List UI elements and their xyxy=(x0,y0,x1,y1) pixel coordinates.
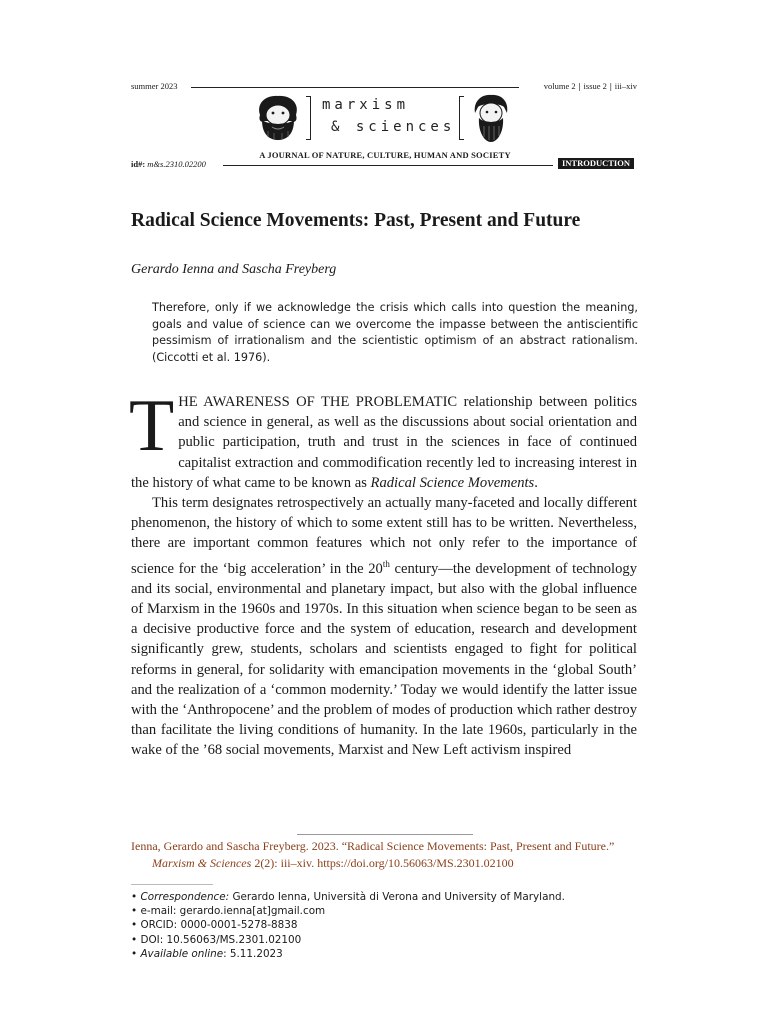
journal-name-line2: & sciences xyxy=(331,119,456,135)
paragraph-1-text: relationship between politics and science in general, as well as the discussions about social orientation and public participation, truth and trust in the sciences in face of continued capitalist extraction and commodification recently led to increasing interest in the history of what came to be known as xyxy=(131,394,638,491)
section-badge: INTRODUCTION xyxy=(558,158,634,169)
bullet: • xyxy=(131,919,138,932)
footnote-available xyxy=(131,947,565,961)
header-id-label: id#: xyxy=(131,159,146,169)
footnote-orcid xyxy=(131,918,565,932)
article-body xyxy=(129,385,638,761)
correspondence-value: Gerardo Ienna, Università di Verona and University of Maryland. xyxy=(229,891,565,903)
drop-cap: T xyxy=(129,385,175,467)
available-label: Available online xyxy=(140,947,224,960)
header-top-rule xyxy=(191,87,519,88)
citation-journal: Marxism & Sciences xyxy=(152,855,252,870)
orcid-text: ORCID: 0000-0001-5278-8838 xyxy=(140,919,298,932)
paragraph-2-text-b: century—the development of technology and its social, environmental and planetary impact, but also with the global influence of Marxism in the 1960s and 1970s. In this situation when science began to be seen as a decisive productive force and the system of education, research and development significantly grew, students, scholars and scientists engaged to fight for political reforms in general, for solidarity with emancipation movements in the ‘global South’ and the realization of a ‘common modernity.’ Today we would identify the latter issue with the ‘Anthropocene’ and the problem of modes of production which rather destroy than facilitate the living conditions of humanity. In the late 1960s, particularly in the wake of the ’68 social movements, Marxist and New Left activism inspired xyxy=(131,560,637,759)
footnote-rule xyxy=(131,884,213,885)
bullet: • xyxy=(131,933,138,946)
paragraph-1-italic: Radical Science Movements xyxy=(370,474,535,491)
bullet: • xyxy=(131,891,138,903)
header-id xyxy=(131,159,206,169)
paragraph-2 xyxy=(131,493,637,761)
citation xyxy=(131,838,658,871)
header-id-rule xyxy=(223,165,553,166)
header-volume-issue xyxy=(544,81,637,91)
paragraph-1 xyxy=(129,385,638,493)
article-title: Radical Science Movements: Past, Present and Future xyxy=(131,210,581,231)
correspondence-label: Correspondence: xyxy=(140,891,230,903)
citation-text-a: Ienna, Gerardo and Sascha Freyberg. 2023. “Radical Science Movements: Past, Present and Future.” xyxy=(131,839,615,853)
email-text: e-mail: gerardo.ienna[at]gmail.com xyxy=(140,905,326,918)
epigraph: Therefore, only if we acknowledge the crisis which calls into question the meaning, goals and value of science can we overcome the impasse between the antiscientific pessimism of irrationalism and the scientistic optimism of an abstract rationalism. (Ciccotti et al. 1976). xyxy=(152,301,638,364)
citation-rule xyxy=(297,834,473,835)
header-volume: volume 2 xyxy=(543,81,576,91)
paragraph-1-end: . xyxy=(534,474,538,491)
footnote-correspondence xyxy=(131,890,565,904)
logo-left-bracket xyxy=(306,96,311,140)
journal-tagline: A JOURNAL OF NATURE, CULTURE, HUMAN AND SOCIETY xyxy=(259,150,511,160)
bullet: • xyxy=(131,947,138,960)
superscript-th: th xyxy=(382,558,390,569)
article-authors: Gerardo Ienna and Sascha Freyberg xyxy=(131,262,337,277)
bullet: • xyxy=(131,905,138,918)
footnote-email xyxy=(131,904,565,918)
paragraph-2-text-a: This term designates retrospectively an actually many-faceted and locally different phenomenon, the history of which to some extent still has to be written. Nevertheless, there are important common features which not only refer to the importance of science for the ‘big acceleration’ in the 20 xyxy=(131,495,637,577)
header-season: summer 2023 xyxy=(131,81,178,91)
logo-right-bracket xyxy=(459,96,464,140)
header-pages: iii–xiv xyxy=(614,81,637,91)
header-separator: | xyxy=(578,81,581,91)
header-issue: issue 2 xyxy=(583,81,607,91)
journal-name-line1: marxism xyxy=(322,97,410,113)
doi-text: DOI: 10.56063/MS.2301.02100 xyxy=(140,933,302,946)
marx-portrait-icon xyxy=(254,93,302,141)
header-separator: | xyxy=(609,81,612,91)
available-value: : 5.11.2023 xyxy=(223,947,283,960)
engels-portrait-icon xyxy=(470,93,512,143)
header-id-value: m&s.2310.02200 xyxy=(147,159,206,169)
citation-text-b: 2(2): iii–xiv. https://doi.org/10.56063/MS.2301.02100 xyxy=(251,855,514,870)
footnote-doi xyxy=(131,933,565,947)
footnotes xyxy=(131,890,565,961)
opening-caps: HE AWARENESS OF THE PROBLEMATIC xyxy=(178,394,458,410)
